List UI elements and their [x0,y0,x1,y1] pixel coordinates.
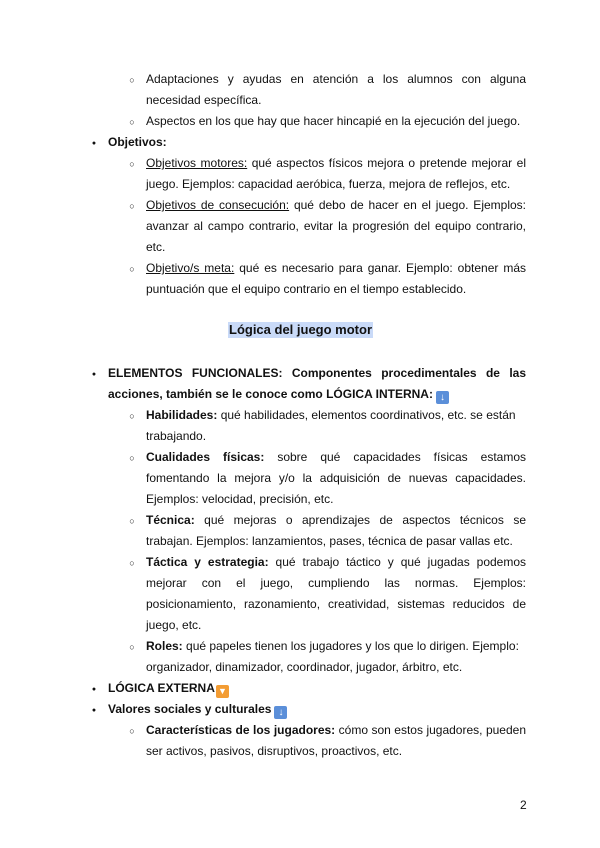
objetivos-meta-line-1: Objetivo/s meta: qué es necesario para ganar. Ejemplo: obtener más [146,261,526,275]
tecnica-line-2: trabajan. Ejemplos: lanzamientos, pases, técnica de pasar vallas etc. [146,534,513,548]
hollow-bullet [128,639,136,654]
roles-line-1: Roles: qué papeles tienen los jugadores y los que lo dirigen. Ejemplo: [146,639,519,653]
hollow-bullet [128,261,136,276]
objetivos-consecucion-line-2: avanzar al campo contrario, evitar la progresión del equipo contrario, [146,219,526,233]
section-title: Lógica del juego motor [229,322,373,337]
aspectos-line: Aspectos en los que hay que hacer hincapié en la ejecución del juego. [146,114,521,128]
filled-bullet [90,681,98,698]
arrow-down-icon: ↓ [274,706,287,719]
objetivos-heading: Objetivos: [108,135,167,149]
tecnica-line-1: Técnica: qué mejoras o aprendizajes de aspectos técnicos se [146,513,526,527]
tactica-line-2: mejorar con el juego, cumpliendo las normas. Ejemplos: [146,576,526,590]
objetivos-motores-term: Objetivos motores: [146,156,248,170]
adaptaciones-line-1: Adaptaciones y ayudas en atención a los alumnos con alguna [146,72,526,86]
hollow-bullet [128,723,136,738]
objetivos-meta-line-2: puntuación que el equipo contrario en el tiempo establecido. [146,282,467,296]
hollow-bullet [128,555,136,570]
orange-arrow-down-icon: ▼ [216,685,229,698]
filled-bullet [90,366,98,383]
tactica-line-4: juego, etc. [146,618,202,632]
objetivos-motores-line-2: juego. Ejemplos: capacidad aeróbica, fuerza, mejora de reflejos, etc. [146,177,511,191]
hollow-bullet [128,156,136,171]
elementos-line-2: acciones, también se le conoce como LÓGICA INTERNA: ↓ [108,387,449,404]
cualidades-term: Cualidades físicas: [146,450,265,464]
caracteristicas-line-2: ser activos, pasivos, disruptivos, proactivos, etc. [146,744,403,758]
valores-line: Valores sociales y culturales ↓ [108,702,287,719]
objetivos-consecucion-term: Objetivos de consecución: [146,198,290,212]
cualidades-line-3: Ejemplos: velocidad, precisión, etc. [146,492,334,506]
tactica-term: Táctica y estrategia: [146,555,269,569]
objetivos-meta-term: Objetivo/s meta: [146,261,235,275]
hollow-bullet [128,513,136,528]
logica-externa-line: LÓGICA EXTERNA ▼ [108,681,229,698]
page-number: 2 [520,798,527,812]
hollow-bullet [128,408,136,423]
elementos-line-1: ELEMENTOS FUNCIONALES: Componentes procedimentales de las [108,366,526,380]
habilidades-term: Habilidades: [146,408,218,422]
habilidades-line-1: Habilidades: qué habilidades, elementos coordinativos, etc. se están [146,408,516,422]
hollow-bullet [128,198,136,213]
tactica-line-3: posicionamiento, razonamiento, creatividad, sistemas reducidos de [146,597,526,611]
hollow-bullet [128,450,136,465]
roles-line-2: organizador, dinamizador, coordinador, jugador, árbitro, etc. [146,660,463,674]
hollow-bullet [128,72,136,87]
caracteristicas-line-1: Características de los jugadores: cómo son estos jugadores, pueden [146,723,526,737]
objetivos-consecucion-line-1: Objetivos de consecución: qué debo de hacer en el juego. Ejemplos: [146,198,526,212]
cualidades-line-1: Cualidades físicas: sobre qué capacidades físicas estamos [146,450,527,464]
objetivos-consecucion-line-3: etc. [146,240,166,254]
tecnica-term: Técnica: [146,513,195,527]
filled-bullet [90,702,98,719]
arrow-down-icon: ↓ [436,391,449,404]
cualidades-line-2: fomentando la mejora y/o la adquisición de nuevas capacidades. [146,471,526,485]
caracteristicas-term: Características de los jugadores: [146,723,336,737]
objetivos-motores-line-1: Objetivos motores: qué aspectos físicos mejora o pretende mejorar el [146,156,526,170]
habilidades-line-2: trabajando. [146,429,207,443]
filled-bullet [90,135,98,152]
tactica-line-1: Táctica y estrategia: qué trabajo táctico y qué jugadas podemos [146,555,527,569]
roles-term: Roles: [146,639,183,653]
adaptaciones-line-2: necesidad específica. [146,93,262,107]
hollow-bullet [128,114,136,129]
